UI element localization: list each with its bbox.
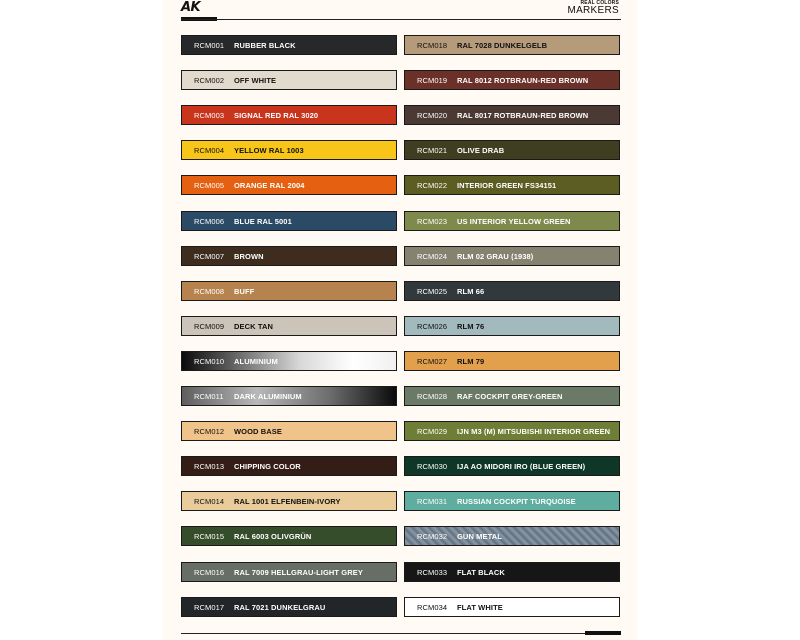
color-swatch bbox=[181, 175, 397, 195]
color-swatch bbox=[181, 562, 397, 582]
product-line-sup: REAL COLORS bbox=[580, 0, 619, 6]
swatch-code: RCM024 bbox=[417, 251, 448, 261]
swatch-name: US INTERIOR YELLOW GREEN bbox=[457, 216, 571, 226]
swatch-name: YELLOW RAL 1003 bbox=[234, 145, 304, 155]
color-swatch bbox=[404, 421, 620, 441]
swatch-code: RCM017 bbox=[194, 602, 225, 612]
swatch-code: RCM030 bbox=[417, 461, 448, 471]
swatch-name: RAL 8017 ROTBRAUN-RED BROWN bbox=[457, 110, 589, 120]
swatch-code: RCM001 bbox=[194, 40, 225, 50]
swatch-name: IJN M3 (M) MITSUBISHI INTERIOR GREEN bbox=[457, 426, 611, 436]
swatch-code: RCM013 bbox=[194, 461, 225, 471]
swatch-code: RCM023 bbox=[417, 216, 448, 226]
swatch-name: FLAT WHITE bbox=[457, 602, 503, 612]
swatch-name: RAL 1001 ELFENBEIN-IVORY bbox=[234, 496, 341, 506]
swatch-name: RLM 76 bbox=[457, 321, 485, 331]
color-swatch bbox=[404, 35, 620, 55]
swatch-name: DECK TAN bbox=[234, 321, 273, 331]
swatch-code: RCM021 bbox=[417, 145, 448, 155]
swatch-code: RCM026 bbox=[417, 321, 448, 331]
swatch-code: RCM007 bbox=[194, 251, 225, 261]
swatch-code: RCM029 bbox=[417, 426, 448, 436]
swatch-code: RCM012 bbox=[194, 426, 225, 436]
swatch-code: RCM002 bbox=[194, 75, 225, 85]
swatch-name: ORANGE RAL 2004 bbox=[234, 180, 305, 190]
swatch-name: INTERIOR GREEN FS34151 bbox=[457, 180, 557, 190]
swatch-name: RLM 79 bbox=[457, 356, 485, 366]
swatch-code: RCM016 bbox=[194, 567, 225, 577]
color-swatch bbox=[404, 246, 620, 266]
bottom-divider bbox=[181, 633, 621, 634]
swatch-name: BUFF bbox=[234, 286, 255, 296]
swatch-code: RCM022 bbox=[417, 180, 448, 190]
color-swatch bbox=[181, 386, 397, 406]
color-swatch bbox=[404, 211, 620, 231]
color-swatch bbox=[181, 211, 397, 231]
color-swatch bbox=[404, 175, 620, 195]
color-swatch bbox=[181, 351, 397, 371]
color-swatch bbox=[404, 526, 620, 546]
swatch-name: RUSSIAN COCKPIT TURQUOISE bbox=[457, 496, 576, 506]
color-swatch bbox=[181, 316, 397, 336]
swatch-code: RCM009 bbox=[194, 321, 225, 331]
color-swatch bbox=[181, 105, 397, 125]
color-swatch bbox=[404, 386, 620, 406]
swatch-code: RCM003 bbox=[194, 110, 225, 120]
color-swatch bbox=[404, 351, 620, 371]
swatch-name: RAL 7021 DUNKELGRAU bbox=[234, 602, 326, 612]
swatch-name: OLIVE DRAB bbox=[457, 145, 505, 155]
color-swatch bbox=[181, 456, 397, 476]
swatch-code: RCM033 bbox=[417, 567, 448, 577]
color-swatch bbox=[181, 421, 397, 441]
swatch-name: SIGNAL RED RAL 3020 bbox=[234, 110, 319, 120]
swatch-code: RCM028 bbox=[417, 391, 448, 401]
swatch-name: DARK ALUMINIUM bbox=[234, 391, 302, 401]
swatch-code: RCM006 bbox=[194, 216, 225, 226]
swatch-code: RCM011 bbox=[194, 391, 224, 401]
swatch-name: RUBBER BLACK bbox=[234, 40, 296, 50]
swatch-code: RCM025 bbox=[417, 286, 448, 296]
swatch-name: CHIPPING COLOR bbox=[234, 461, 301, 471]
color-swatch bbox=[181, 35, 397, 55]
swatch-code: RCM008 bbox=[194, 286, 225, 296]
swatch-name: GUN METAL bbox=[457, 531, 502, 541]
swatch-code: RCM034 bbox=[417, 602, 448, 612]
color-swatch bbox=[181, 491, 397, 511]
swatch-name: WOOD BASE bbox=[234, 426, 282, 436]
swatch-name: RAL 7028 DUNKELGELB bbox=[457, 40, 548, 50]
swatch-code: RCM020 bbox=[417, 110, 448, 120]
brand-logo: AK bbox=[181, 0, 201, 15]
swatch-code: RCM004 bbox=[194, 145, 225, 155]
swatch-code: RCM005 bbox=[194, 180, 225, 190]
color-swatch bbox=[404, 70, 620, 90]
swatch-name: RLM 02 GRAU (1938) bbox=[457, 251, 534, 261]
color-swatch bbox=[404, 597, 620, 617]
swatch-name: RLM 66 bbox=[457, 286, 485, 296]
swatch-name: RAL 6003 OLIVGRÜN bbox=[234, 531, 312, 541]
swatch-name: RAF COCKPIT GREY-GREEN bbox=[457, 391, 563, 401]
color-swatch bbox=[404, 456, 620, 476]
swatch-code: RCM014 bbox=[194, 496, 225, 506]
color-swatch bbox=[181, 281, 397, 301]
color-swatch bbox=[181, 246, 397, 266]
swatch-name: BROWN bbox=[234, 251, 264, 261]
top-divider bbox=[181, 19, 621, 20]
color-swatch bbox=[181, 526, 397, 546]
swatch-code: RCM032 bbox=[417, 531, 448, 541]
swatch-code: RCM027 bbox=[417, 356, 448, 366]
color-swatch bbox=[404, 491, 620, 511]
swatch-name: OFF WHITE bbox=[234, 75, 277, 85]
product-line-main: MARKERS bbox=[567, 5, 619, 16]
swatch-code: RCM019 bbox=[417, 75, 448, 85]
color-swatch bbox=[181, 597, 397, 617]
color-swatch bbox=[404, 105, 620, 125]
swatch-name: BLUE RAL 5001 bbox=[234, 216, 292, 226]
product-line-title bbox=[567, 1, 619, 16]
bottom-accent-bar bbox=[585, 631, 621, 635]
color-swatch bbox=[404, 316, 620, 336]
swatch-code: RCM010 bbox=[194, 356, 225, 366]
swatch-name: ALUMINIUM bbox=[234, 356, 278, 366]
swatch-code: RCM018 bbox=[417, 40, 448, 50]
color-swatch bbox=[181, 70, 397, 90]
color-swatch bbox=[404, 140, 620, 160]
swatch-name: IJA AO MIDORI IRO (BLUE GREEN) bbox=[457, 461, 586, 471]
color-swatch bbox=[404, 281, 620, 301]
swatch-name: RAL 8012 ROTBRAUN-RED BROWN bbox=[457, 75, 589, 85]
color-swatch bbox=[404, 562, 620, 582]
swatch-name: RAL 7009 HELLGRAU-LIGHT GREY bbox=[234, 567, 363, 577]
swatch-code: RCM015 bbox=[194, 531, 225, 541]
swatch-name: FLAT BLACK bbox=[457, 567, 505, 577]
color-swatch bbox=[181, 140, 397, 160]
swatch-code: RCM031 bbox=[417, 496, 448, 506]
